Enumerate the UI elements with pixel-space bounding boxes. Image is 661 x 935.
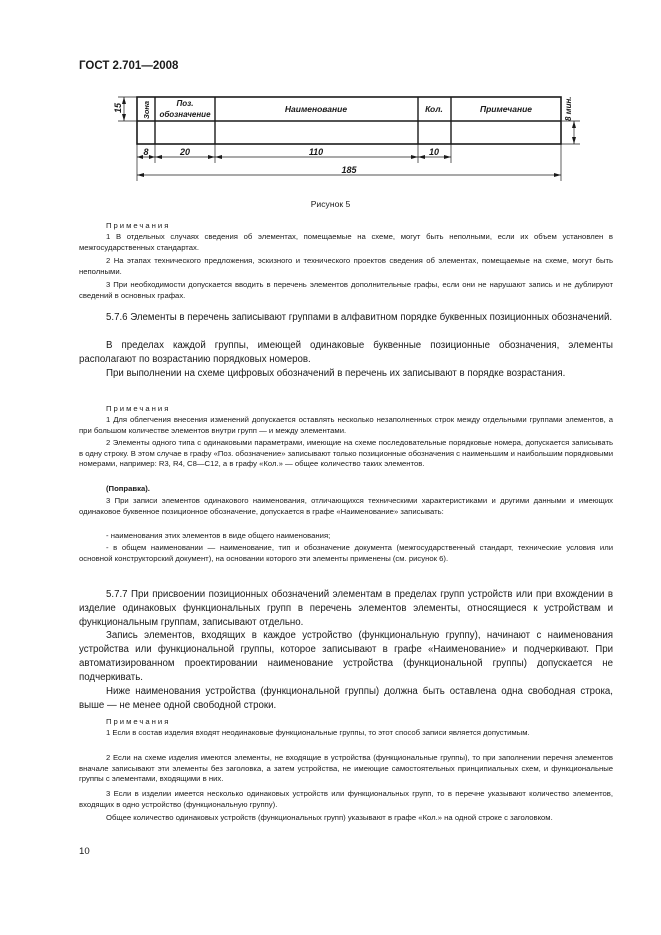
clause-5-7-7-p3: Ниже наименования устройства (функциональной группы) должна быть оставлена одна свободная строка, выше — не менее одной свободной строки. [79, 686, 613, 711]
note2-bullet-1: - наименования этих элементов в виде общего наименования; [106, 531, 331, 540]
arrow-pos-r [208, 155, 215, 159]
arrow-total-l [137, 173, 144, 177]
dim-label-row-min: 8 мин. [564, 96, 573, 121]
header-name: Наименование [284, 104, 348, 114]
arrow-name-l [215, 155, 222, 159]
note2-1: 1 Для облегчения внесения изменений допускается оставлять несколько незаполненных строк между отдельными группами элементов, а при большом количестве элементов внутри групп — и между элементами. [79, 415, 613, 435]
arrow-zone-r [149, 155, 155, 159]
amendment-label: (Поправка). [106, 484, 150, 493]
figure-table-layout [0, 0, 661, 200]
clause-5-7-6-p2: В пределах каждой группы, имеющей одинаковые буквенные позиционные обозначения, элементы располагают по возрастанию порядковых номеров. [79, 340, 613, 365]
note3-4: Общее количество одинаковых устройств (функциональных групп) указывают в графе «Кол.» на одной строке с заголовком. [106, 813, 553, 822]
notes-heading-3: Примечания [106, 717, 171, 726]
dim-label-row-height: 15 [113, 102, 123, 113]
note2-bullet-2: - в общем наименовании — наименование, тип и обозначение документа (межгосударственный стандарт, технические условия или основной конструкторский документ), на основании которого эти элементы применены (см. рисунок 6). [79, 543, 613, 563]
note3-1: 1 Если в состав изделия входят неодинаковые функциональные группы, то этот способ записи является допустимым. [106, 728, 530, 737]
notes-heading-1: Примечания [106, 221, 171, 230]
note1-1: 1 В отдельных случаях сведения об элементах, помещаемые на схеме, могут быть неполными, если их объем установлен в межгосударственных стандартах. [79, 232, 613, 252]
note3-3: 3 Если в изделии имеется несколько одинаковых устройств или функциональных групп, то в перечне указывают количество элементов, входящих в одно устройство (функциональную группу). [79, 789, 613, 809]
dim-label-qty: 10 [428, 147, 440, 157]
dim-label-zone: 8 [143, 147, 149, 157]
arrow-right-bottom [572, 137, 576, 144]
dim-label-total: 185 [341, 165, 357, 175]
header-pos-line1: Поз. [176, 99, 194, 108]
clause-5-7-7-p2: Запись элементов, входящих в каждое устройство (функциональную группу), начинают с наименования устройства или функциональной группы, которое записывают в графе «Наименование» и подчеркивают. При автоматизированном проектировании наименование устройства (функциональной группы) допускается не подчеркивать. [79, 630, 613, 683]
standard-code: ГОСТ 2.701—2008 [79, 60, 179, 72]
clause-5-7-6-p3: При выполнении на схеме цифровых обозначений в перечень их записывают в порядке возрастания. [106, 368, 566, 379]
header-note: Примечание [479, 104, 533, 114]
clause-5-7-7-p1: 5.7.7 При присвоении позиционных обозначений элементам в пределах групп устройств или при вхождении в изделие одинаковых функциональных групп в перечень элементов элементы, относящиеся к устройствам и функциональным группам, записывают отдельно. [79, 589, 613, 628]
arrow-pos-l [155, 155, 162, 159]
figure-caption: Рисунок 5 [310, 199, 351, 209]
arrow-total-r [554, 173, 561, 177]
note1-3: 3 При необходимости допускается вводить в перечень элементов дополнительные графы, если они не нарушают запись и не дублируют сведений в основных графах. [79, 280, 613, 300]
header-qty: Кол. [425, 104, 443, 114]
note3-2: 2 Если на схеме изделия имеются элементы, не входящие в устройства (функциональные группы), то при заполнении перечня элементов вначале записывают эти элементы без заголовка, а затем устройства, не имеющие самостоятельных принципиальных схем, и функциональные группы с элементами, входящими в них. [79, 753, 613, 783]
header-zone: Зона [142, 100, 151, 119]
arrow-left-top [122, 97, 126, 104]
note2-2: 2 Элементы одного типа с одинаковыми параметрами, имеющие на схеме последовательные порядковые номера, допускается записывать в одну строку. В этом случае в графу «Поз. обозначение» записывают только позиционные обозначения с наименьшим и наибольшим порядковыми номерами, например: R3, R4, C8—C12, а в графу «Кол.» — общее количество таких элементов. [79, 438, 613, 468]
arrow-name-r [411, 155, 418, 159]
note1-2: 2 На этапах технического предложения, эскизного и технического проектов сведения об элементах, помещаемые на схеме, могут быть неполными. [79, 256, 613, 276]
arrow-left-bottom [122, 114, 126, 121]
dim-label-name: 110 [308, 147, 324, 157]
page-number: 10 [79, 846, 90, 857]
dim-label-pos: 20 [179, 147, 191, 157]
clause-5-7-6-p1: 5.7.6 Элементы в перечень записывают группами в алфавитном порядке буквенных позиционных обозначений. [106, 312, 613, 323]
header-pos-line2: обозначение [159, 110, 211, 119]
notes-heading-2: Примечания [106, 404, 171, 413]
arrow-right-top [572, 121, 576, 128]
arrow-qty-r [444, 155, 451, 159]
arrow-zone-l [137, 155, 143, 159]
arrow-qty-l [418, 155, 425, 159]
note2-3: 3 При записи элементов одинакового наименования, отличающихся техническими характеристиками и другими данными и имеющих одинаковое буквенное позиционное обозначение, допускается в графе «Наименование» записывать: [79, 496, 613, 516]
